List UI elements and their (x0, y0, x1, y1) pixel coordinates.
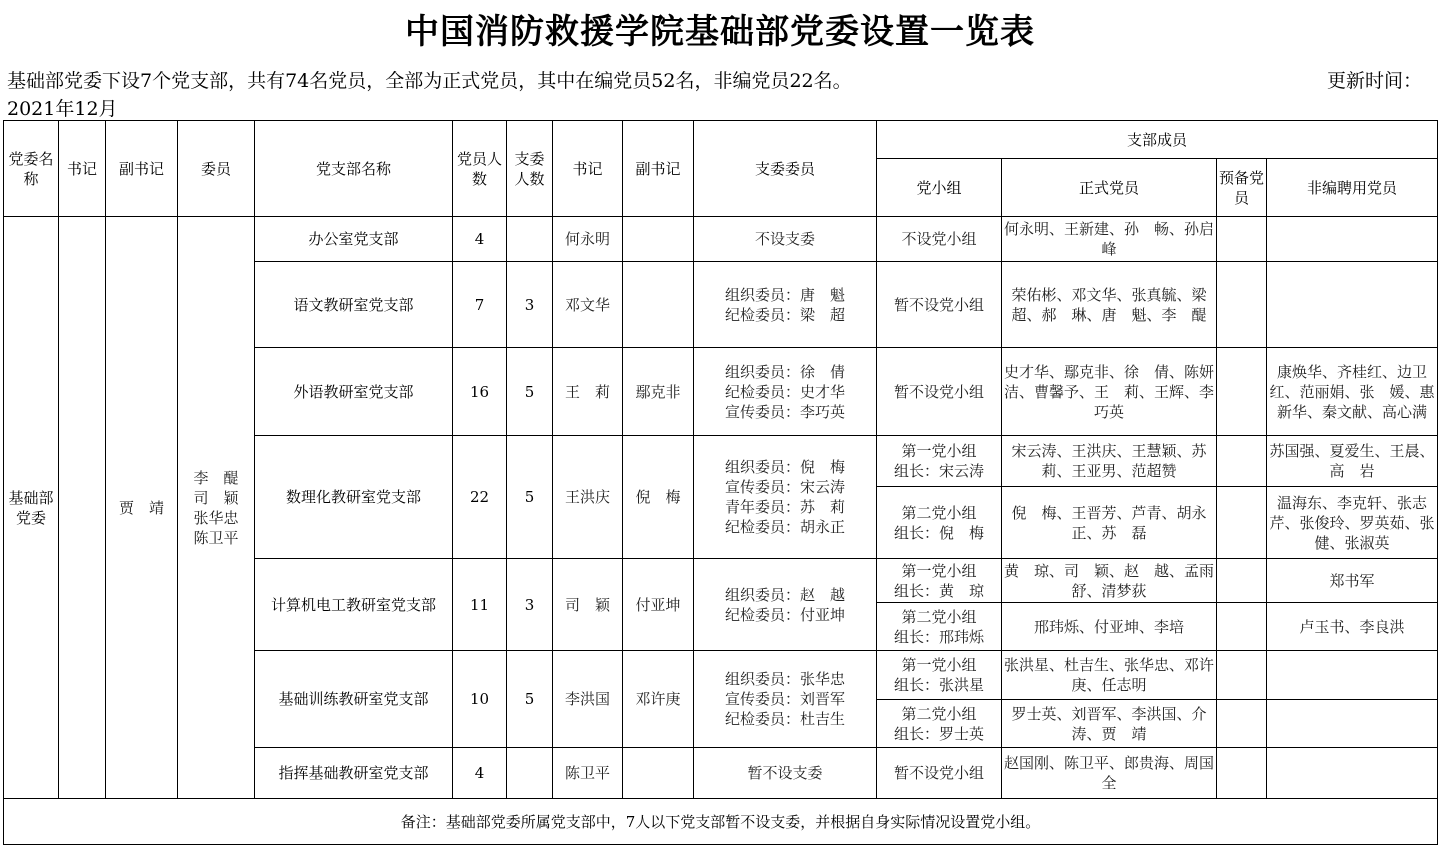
branch-committee-members: 不设支委 (694, 217, 877, 262)
formal-members-cell: 史才华、鄢克非、徐 倩、陈妍洁、曹馨予、王 莉、王辉、李巧英 (1002, 348, 1217, 436)
header-deputy-secretary: 副书记 (106, 121, 178, 217)
branch-committee-count: 5 (507, 348, 553, 436)
branch-committee-count: 5 (507, 651, 553, 748)
formal-members-cell: 倪 梅、王晋芳、芦青、胡永正、苏 磊 (1002, 487, 1217, 559)
branch-committee-members: 组织委员：赵 越 纪检委员：付亚坤 (694, 559, 877, 651)
party-group-cell: 第二党小组 组长：邢玮烁 (877, 603, 1002, 651)
probationary-cell (1217, 748, 1267, 799)
non-staff-cell: 郑书军 (1267, 559, 1438, 603)
branch-committee-count: 5 (507, 436, 553, 559)
party-group-cell: 第二党小组 组长：倪 梅 (877, 487, 1002, 559)
branch-name-cell: 数理化教研室党支部 (255, 436, 453, 559)
non-staff-cell: 康焕华、齐桂红、边卫红、范丽娟、张 媛、惠新华、秦文献、高心满 (1267, 348, 1438, 436)
branch-secretary: 司 颖 (553, 559, 623, 651)
party-group-cell: 第一党小组 组长：张洪星 (877, 651, 1002, 700)
formal-members-cell: 何永明、王新建、孙 畅、孙启峰 (1002, 217, 1217, 262)
header-branch-name: 党支部名称 (255, 121, 453, 217)
branch-secretary: 何永明 (553, 217, 623, 262)
non-staff-cell: 卢玉书、李良洪 (1267, 603, 1438, 651)
non-staff-cell (1267, 651, 1438, 700)
header-committee-count: 支委人数 (507, 121, 553, 217)
formal-members-cell: 邢玮烁、付亚坤、李培 (1002, 603, 1217, 651)
branch-name-cell: 计算机电工教研室党支部 (255, 559, 453, 651)
header-member: 委员 (178, 121, 255, 217)
branch-committee-members: 暂不设支委 (694, 748, 877, 799)
updated-date: 2021年12月 (7, 98, 118, 120)
header-probationary: 预备党员 (1217, 159, 1267, 217)
committee-table (3, 120, 1438, 845)
header-branch-committee: 支委委员 (694, 121, 877, 217)
non-staff-cell (1267, 262, 1438, 348)
non-staff-cell (1267, 700, 1438, 748)
branch-committee-members: 组织委员：倪 梅 宣传委员：宋云涛 青年委员：苏 莉 纪检委员：胡永正 (694, 436, 877, 559)
party-group-cell: 第二党小组 组长：罗士英 (877, 700, 1002, 748)
non-staff-cell (1267, 217, 1438, 262)
party-group-cell: 暂不设党小组 (877, 348, 1002, 436)
header-branch-deputy: 副书记 (623, 121, 694, 217)
branch-secretary: 陈卫平 (553, 748, 623, 799)
header-formal-members: 正式党员 (1002, 159, 1217, 217)
formal-members-cell: 宋云涛、王洪庆、王慧颖、苏莉、王亚男、范超赞 (1002, 436, 1217, 487)
branch-secretary: 邓文华 (553, 262, 623, 348)
intro-text: 基础部党委下设7个党支部，共有74名党员，全部为正式党员，其中在编党员52名，非编党员22名。 (7, 70, 852, 92)
non-staff-cell: 苏国强、夏爱生、王晨、高 岩 (1267, 436, 1438, 487)
formal-members-cell: 赵国刚、陈卫平、郎贵海、周国全 (1002, 748, 1217, 799)
non-staff-cell: 温海东、李克轩、张志芹、张俊玲、罗英茹、张 健、张淑英 (1267, 487, 1438, 559)
note-row (4, 799, 1438, 845)
party-group-cell: 暂不设党小组 (877, 748, 1002, 799)
branch-party-count: 10 (453, 651, 507, 748)
probationary-cell (1217, 262, 1267, 348)
non-staff-cell (1267, 748, 1438, 799)
branch-name-cell: 语文教研室党支部 (255, 262, 453, 348)
party-group-cell: 第一党小组 组长：宋云涛 (877, 436, 1002, 487)
formal-members-cell: 黄 琼、司 颖、赵 越、孟雨舒、清梦荻 (1002, 559, 1217, 603)
branch-committee-members: 组织委员：唐 魁 纪检委员：梁 超 (694, 262, 877, 348)
branch-committee-count: 3 (507, 262, 553, 348)
branch-party-count: 7 (453, 262, 507, 348)
party-group-cell: 第一党小组 组长：黄 琼 (877, 559, 1002, 603)
branch-party-count: 4 (453, 217, 507, 262)
table-row (4, 217, 1438, 262)
branch-name-cell: 办公室党支部 (255, 217, 453, 262)
header-party-group: 党小组 (877, 159, 1002, 217)
branch-committee-members: 组织委员：徐 倩 纪检委员：史才华 宣传委员：李巧英 (694, 348, 877, 436)
probationary-cell (1217, 217, 1267, 262)
header-non-staff: 非编聘用党员 (1267, 159, 1438, 217)
page-title: 中国消防救援学院基础部党委设置一览表 (405, 12, 1035, 52)
probationary-cell (1217, 487, 1267, 559)
header-secretary: 书记 (59, 121, 106, 217)
footnote-text: 备注：基础部党委所属党支部中，7人以下党支部暂不设支委，并根据自身实际情况设置党小组。 (4, 799, 1438, 845)
formal-members-cell: 荣佑彬、邓文华、张真毓、梁超、郝 琳、唐 魁、李 醍 (1002, 262, 1217, 348)
branch-committee-members: 组织委员：张华忠 宣传委员：刘晋军 纪检委员：杜吉生 (694, 651, 877, 748)
branch-party-count: 22 (453, 436, 507, 559)
branch-deputy (623, 262, 694, 348)
branch-committee-count (507, 748, 553, 799)
branch-party-count: 16 (453, 348, 507, 436)
probationary-cell (1217, 559, 1267, 603)
formal-members-cell: 张洪星、杜吉生、张华忠、邓许庚、任志明 (1002, 651, 1217, 700)
probationary-cell (1217, 348, 1267, 436)
header-committee-name: 党委名称 (4, 121, 59, 217)
branch-deputy: 付亚坤 (623, 559, 694, 651)
header-branch-members: 支部成员 (877, 121, 1438, 159)
branch-name-cell: 外语教研室党支部 (255, 348, 453, 436)
branch-deputy: 鄢克非 (623, 348, 694, 436)
branch-deputy (623, 217, 694, 262)
probationary-cell (1217, 651, 1267, 700)
branch-party-count: 11 (453, 559, 507, 651)
header-branch-secretary: 书记 (553, 121, 623, 217)
party-group-cell: 暂不设党小组 (877, 262, 1002, 348)
branch-deputy (623, 748, 694, 799)
committee-secretary-cell (59, 217, 106, 799)
probationary-cell (1217, 603, 1267, 651)
branch-name-cell: 指挥基础教研室党支部 (255, 748, 453, 799)
committee-members-cell: 李 醍 司 颖 张华忠 陈卫平 (178, 217, 255, 799)
branch-secretary: 王 莉 (553, 348, 623, 436)
committee-name-cell: 基础部党委 (4, 217, 59, 799)
branch-party-count: 4 (453, 748, 507, 799)
probationary-cell (1217, 700, 1267, 748)
branch-committee-count (507, 217, 553, 262)
branch-name-cell: 基础训练教研室党支部 (255, 651, 453, 748)
updated-label: 更新时间： (1326, 70, 1422, 92)
branch-deputy: 邓许庚 (623, 651, 694, 748)
formal-members-cell: 罗士英、刘晋军、李洪国、介涛、贾 靖 (1002, 700, 1217, 748)
probationary-cell (1217, 436, 1267, 487)
branch-secretary: 王洪庆 (553, 436, 623, 559)
branch-deputy: 倪 梅 (623, 436, 694, 559)
party-group-cell: 不设党小组 (877, 217, 1002, 262)
committee-deputy-cell: 贾 靖 (106, 217, 178, 799)
branch-secretary: 李洪国 (553, 651, 623, 748)
branch-committee-count: 3 (507, 559, 553, 651)
header-party-count: 党员人数 (453, 121, 507, 217)
